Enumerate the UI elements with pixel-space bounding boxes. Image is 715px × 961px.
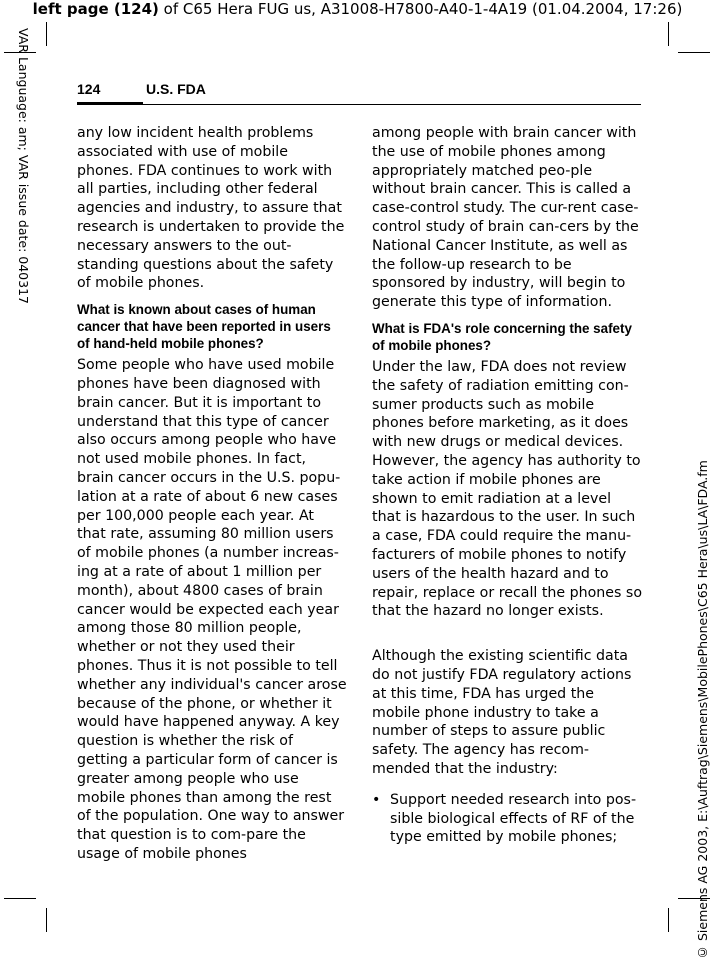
header-rule <box>143 104 641 105</box>
print-header <box>0 0 715 18</box>
crop-mark <box>678 52 710 53</box>
right-column <box>372 124 642 847</box>
print-header-info: of C65 Hera FUG us, A31008-H7800-A40-1-4A19 (01.04.2004, 17:26) <box>158 0 683 18</box>
question-heading: What is FDA's role concerning the safety of mobile phones? <box>372 320 632 353</box>
page-number: 124 <box>77 81 101 97</box>
side-note-left: VAR Language: am; VAR issue date: 040317 <box>16 28 31 304</box>
paragraph: Some people who have used mobile phones have been diagnosed with brain cancer. But it is important to understand that this type of cancer also occurs among people who have not used mobile phones. In fact, brain cancer occurs in the U.S. popu-lation at a rate of about 6 new cases per 100,000 people each year. At that rate, assuming 80 million users of mobile phones (a number increas-ing at a rate of about 1 million per month), about 4800 cases of brain cancer would be expected each year among those 80 million people, whether or not they used their phones. Thus it is not possible to tell whether any individual's cancer arose because of the phone, or whether it would have happened anyway. A key question is whether the risk of getting a particular form of cancer is greater among people who use mobile phones than among the rest of the population. One way to answer that question is to com-pare the usage of mobile phones <box>77 357 347 862</box>
header-rule-thick <box>77 102 143 105</box>
crop-mark <box>46 22 47 46</box>
left-column <box>77 124 347 864</box>
spacer <box>372 621 642 647</box>
question-heading: What is known about cases of human cancer that have been reported in users of hand-held mobile phones? <box>77 302 331 352</box>
paragraph: any low incident health problems associated with use of mobile phones. FDA continues to work with all parties, including other federal agencies and industry, to assure that research is undertaken to provide the necessary answers to the out-standing questions about the safety of mobile phones. <box>77 125 345 292</box>
crop-mark <box>4 898 36 899</box>
paragraph: Under the law, FDA does not review the safety of radiation emitting con-sumer products such as mobile phones before marketing, as it does with new drugs or medical devices. However, the agency has authority to take action if mobile phones are shown to emit radiation at a level that is hazardous to the user. In such a case, FDA could require the manu-facturers of mobile phones to notify users of the health hazard and to repair, replace or recall the phones so that the hazard no longer exists. <box>372 358 642 620</box>
crop-mark <box>668 908 669 932</box>
print-header-page: left page (124) <box>32 0 159 18</box>
side-note-right: © Siemens AG 2003, E:\Auftrag\Siemens\MobilePhones\C65 Hera\us\LA\FDA.fm <box>695 460 710 960</box>
paragraph: among people with brain cancer with the use of mobile phones among appropriately matched peo-ple without brain cancer. This is called a case-control study. The cur-rent case-control study of brain can-cers by the National Cancer Institute, as well as the follow-up research to be sponsored by industry, will begin to generate this type of information. <box>372 125 639 311</box>
bullet-item <box>372 791 642 847</box>
crop-mark <box>668 22 669 46</box>
crop-mark <box>46 908 47 932</box>
paragraph: Although the existing scientific data do not justify FDA regulatory actions at this time, FDA has urged the mobile phone industry to take a number of steps to assure public safety. The agency has recom-mended that the industry: <box>372 648 632 777</box>
section-title: U.S. FDA <box>146 81 206 97</box>
bullet-icon: • <box>372 791 381 808</box>
bullet-text: Support needed research into pos-sible biological effects of RF of the type emitted by mobile phones; <box>390 791 637 846</box>
